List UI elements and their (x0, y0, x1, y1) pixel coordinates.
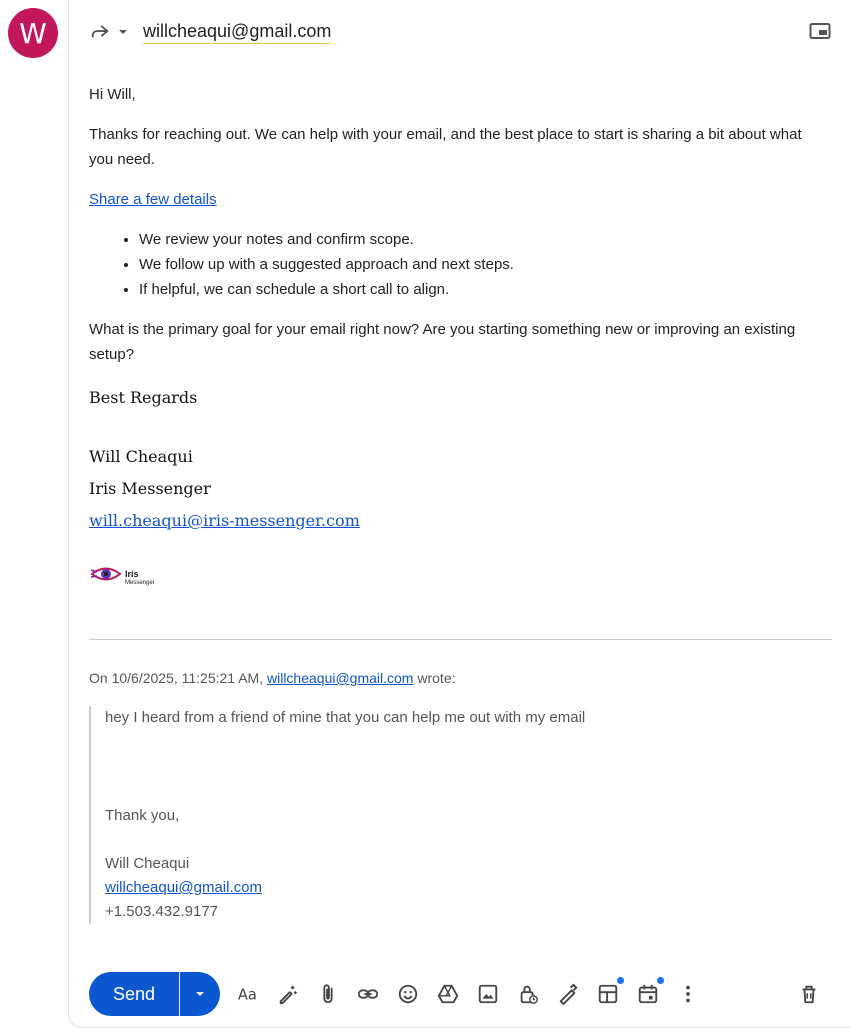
chevron-down-icon (194, 988, 206, 1000)
avatar: W (8, 8, 58, 58)
quoted-sender-link[interactable]: willcheaqui@gmail.com (266, 670, 414, 686)
compose-toolbar (89, 971, 839, 1017)
more-options-icon[interactable] (668, 974, 708, 1014)
send-button[interactable]: Send (89, 972, 179, 1016)
emoji-icon[interactable] (388, 974, 428, 1014)
template-icon[interactable] (588, 974, 628, 1014)
new-feature-dot (617, 977, 624, 984)
new-feature-dot (657, 977, 664, 984)
svg-text:Aa: Aa (237, 986, 257, 1004)
greeting: Hi Will, (89, 86, 136, 103)
divider (89, 639, 832, 640)
list-item: • We review your notes and confirm scope. (139, 227, 824, 252)
confidential-icon[interactable] (508, 974, 548, 1014)
compose-window (68, 0, 850, 1028)
reply-type-icon[interactable] (89, 21, 111, 43)
formatting-icon[interactable] (228, 974, 268, 1014)
link-icon[interactable] (348, 974, 388, 1014)
steps-list (89, 227, 824, 302)
calendar-icon[interactable] (628, 974, 668, 1014)
signature-company: Iris Messenger (89, 479, 211, 498)
quoted-text: hey I heard from a friend of mine that you can help me out with my email (105, 709, 586, 726)
compose-header (89, 18, 331, 46)
closing: Best Regards (89, 388, 198, 407)
signature-icon[interactable] (548, 974, 588, 1014)
pop-out-icon[interactable] (809, 22, 831, 45)
drive-icon[interactable] (428, 974, 468, 1014)
attach-icon[interactable] (308, 974, 348, 1014)
chevron-down-icon[interactable] (117, 26, 129, 38)
signature-email-link[interactable]: will.cheaqui@iris-messenger.com (89, 511, 360, 530)
list-item: • If helpful, we can schedule a short call to align. (139, 277, 824, 302)
eye-logo-icon (89, 564, 123, 592)
logo-text: Iris (125, 568, 139, 579)
signature-name: Will Cheaqui (89, 447, 193, 466)
question-paragraph: What is the primary goal for your email right now? Are you starting something new or improving an existing setup? (89, 321, 796, 363)
share-details-link[interactable]: Share a few details (89, 191, 217, 208)
send-options-button[interactable] (180, 972, 220, 1016)
photo-icon[interactable] (468, 974, 508, 1014)
quote-attribution: On 10/6/2025, 11:25:21 AM, willcheaqui@gmail.com wrote: (89, 670, 456, 686)
quoted-message (89, 706, 835, 924)
ai-pen-icon[interactable] (268, 974, 308, 1014)
list-item: • We follow up with a suggested approach and next steps. (139, 252, 824, 277)
quoted-name: Will Cheaqui (105, 855, 190, 872)
intro-paragraph: Thanks for reaching out. We can help with your email, and the best place to start is sharing a bit about what you need. (89, 126, 802, 168)
quoted-phone: +1.503.432.9177 (105, 903, 219, 920)
quoted-thanks: Thank you, (105, 807, 180, 824)
company-logo (89, 563, 824, 593)
signature (89, 441, 824, 537)
message-body[interactable] (89, 82, 824, 593)
quoted-email-link[interactable]: willcheaqui@gmail.com (105, 879, 262, 896)
recipient-field[interactable]: willcheaqui@gmail.com (143, 21, 331, 44)
logo-subtext: Messenger (125, 579, 155, 586)
trash-icon[interactable] (789, 974, 829, 1014)
